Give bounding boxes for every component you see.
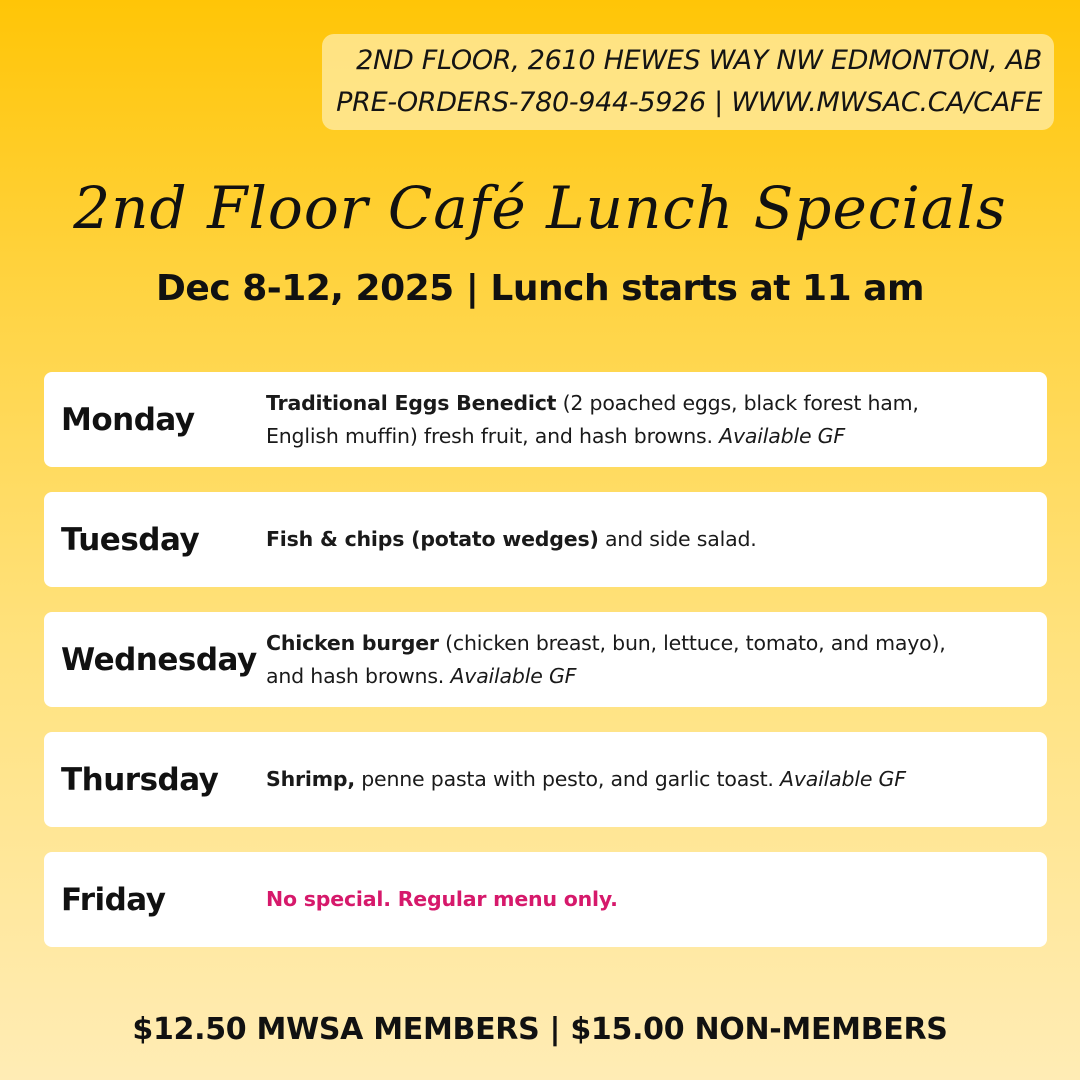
dish-details: and side salad. (598, 527, 757, 551)
date-subtitle: Dec 8-12, 2025 | Lunch starts at 11 am (156, 268, 924, 309)
dish-details: English muffin) fresh fruit, and hash browns. (266, 423, 720, 448)
address-line: 2ND FLOOR, 2610 HEWES WAY NW EDMONTON, AB (356, 45, 1042, 76)
menu-card-wednesday (44, 612, 1047, 707)
gf-note: Available GF (780, 767, 906, 791)
day-label: Thursday (61, 761, 219, 798)
menu-card-thursday (44, 732, 1047, 827)
menu-description (266, 612, 1026, 707)
gf-note: Available GF (719, 423, 845, 448)
dish-details: and hash browns. (266, 663, 451, 688)
description-line (266, 883, 1026, 916)
dish-name: Chicken burger (266, 630, 439, 655)
description-line (266, 387, 1026, 420)
pricing-footer: $12.50 MWSA MEMBERS | $15.00 NON-MEMBERS (132, 1012, 948, 1047)
address-box (322, 34, 1054, 130)
menu-description (266, 852, 1026, 947)
day-label: Wednesday (61, 641, 257, 678)
menu-description (266, 732, 1026, 827)
menu-description (266, 372, 1026, 467)
dish-name: Fish & chips (potato wedges) (266, 527, 599, 551)
dish-name: Traditional Eggs Benedict (266, 390, 557, 415)
day-label: Monday (61, 401, 195, 438)
description-line (266, 660, 1026, 693)
description-line (266, 420, 1026, 453)
description-line (266, 627, 1026, 660)
page-title: 2nd Floor Café Lunch Specials (73, 174, 1007, 242)
day-label: Tuesday (61, 521, 200, 558)
menu-description (266, 492, 1026, 587)
dish-details: (chicken breast, bun, lettuce, tomato, and mayo), (438, 630, 946, 655)
menu-card-monday (44, 372, 1047, 467)
menu-card-tuesday (44, 492, 1047, 587)
day-label: Friday (61, 881, 166, 918)
description-line (266, 523, 1026, 556)
menu-card-friday (44, 852, 1047, 947)
description-line (266, 763, 1026, 796)
dish-name: Shrimp, (266, 767, 355, 791)
dish-details: penne pasta with pesto, and garlic toast. (354, 767, 781, 791)
contact-line: PRE-ORDERS-780-944-5926 | WWW.MWSAC.CA/CAFE (336, 87, 1042, 118)
dish-details: (2 poached eggs, black forest ham, (556, 390, 919, 415)
no-special-note: No special. Regular menu only. (266, 887, 618, 911)
gf-note: Available GF (450, 663, 577, 688)
